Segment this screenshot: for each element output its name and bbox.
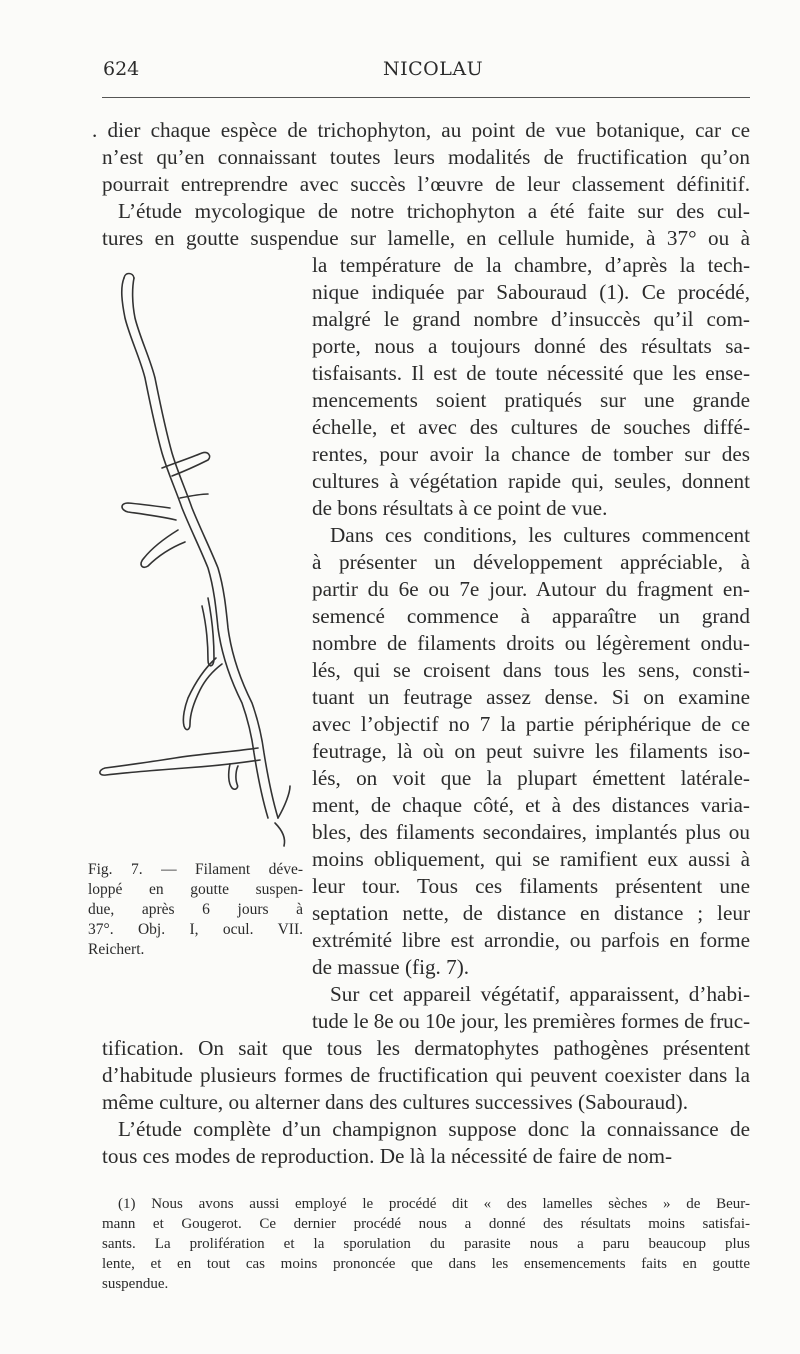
body-line: avec l’objectif no 7 la partie périphérique de ce — [312, 712, 750, 736]
body-line: extrémité libre est arrondie, ou parfois en forme — [312, 928, 750, 952]
body-line: la température de la chambre, d’après la tech- — [312, 253, 750, 277]
footnote-line: mann et Gougerot. Ce dernier procédé nous a donné des résultats moins satisfai- — [102, 1216, 750, 1232]
body-line: tification. On sait que tous les dermatophytes pathogènes présentent — [102, 1036, 750, 1060]
body-line: Dans ces conditions, les cultures commencent — [330, 523, 750, 547]
body-line: feutrage, là où on peut suivre les filaments iso- — [312, 739, 750, 763]
footnote-line: suspendue. — [102, 1276, 169, 1292]
body-line: n’est qu’en connaissant toutes leurs modalités de fructification qu’on — [102, 145, 750, 169]
body-line: ment, de chaque côté, et à des distances varia- — [312, 793, 750, 817]
body-line: pourrait entreprendre avec succès l’œuvre de leur classement définitif. — [102, 172, 750, 196]
body-line: de bons résultats à ce point de vue. — [312, 496, 608, 520]
body-line: d’habitude plusieurs formes de fructification qui peuvent coexister dans la — [102, 1063, 750, 1087]
body-line: à présenter un développement appréciable, à — [312, 550, 750, 574]
body-line: L’étude complète d’un champignon suppose donc la connaissance de — [118, 1117, 750, 1141]
caption-line: Fig. 7. — Filament déve- — [88, 861, 303, 878]
footnote-line: sants. La prolifération et la sporulation du parasite nous a paru beaucoup plus — [102, 1236, 750, 1252]
body-line: Sur cet appareil végétatif, apparaissent, d’habi- — [330, 982, 750, 1006]
caption-line: Reichert. — [88, 941, 145, 958]
caption-line: due, après 6 jours à — [88, 901, 303, 918]
body-line: tisfaisants. Il est de toute nécessité que les ense- — [312, 361, 750, 385]
body-line: rentes, pour avoir la chance de tomber sur des — [312, 442, 750, 466]
body-line: même culture, ou alterner dans des cultures successives (Sabouraud). — [102, 1090, 688, 1114]
body-line: porte, nous a toujours donné des résultats sa- — [312, 334, 750, 358]
footnote-line: lente, et en tout cas moins prononcée que dans les ensemencements faits en goutte — [102, 1256, 750, 1272]
body-line: tous ces modes de reproduction. De là la nécessité de faire de nom- — [102, 1144, 673, 1168]
body-line: nombre de filaments droits ou légèrement ondu- — [312, 631, 750, 655]
body-line: leur tour. Tous ces filaments présentent une — [312, 874, 750, 898]
filament-figure — [90, 258, 320, 848]
body-line: septation nette, de distance en distance ; leur — [312, 901, 750, 925]
body-line: cultures à végétation rapide qui, seules, donnent — [312, 469, 750, 493]
body-line: semencé commence à apparaître un grand — [312, 604, 750, 628]
body-line: échelle, et avec des cultures de souches diffé- — [312, 415, 750, 439]
body-line: de massue (fig. 7). — [312, 955, 470, 979]
running-title: NICOLAU — [383, 58, 484, 80]
body-line: nique indiquée par Sabouraud (1). Ce procédé, — [312, 280, 750, 304]
body-line: bles, des filaments secondaires, implantés plus ou — [312, 820, 750, 844]
body-line: tuant un feutrage assez dense. Si on examine — [312, 685, 750, 709]
body-line: lés, on voit que la plupart émettent latérale- — [312, 766, 750, 790]
body-line: mencements soient pratiqués sur une grande — [312, 388, 750, 412]
body-line: L’étude mycologique de notre trichophyton a été faite sur des cul- — [118, 199, 750, 223]
body-line: malgré le grand nombre d’insuccès qu’il com- — [312, 307, 750, 331]
running-header — [0, 58, 800, 88]
body-line: tures en goutte suspendue sur lamelle, en cellule humide, à 37° ou à — [102, 226, 750, 250]
body-line: partir du 6e ou 7e jour. Autour du fragment en- — [312, 577, 750, 601]
footnote-line: (1) Nous avons aussi employé le procédé dit « des lamelles sèches » de Beur- — [118, 1196, 750, 1212]
page-number: 624 — [103, 58, 140, 80]
caption-line: 37°. Obj. I, ocul. VII. — [88, 921, 303, 938]
body-line: lés, qui se croisent dans tous les sens, consti- — [312, 658, 750, 682]
body-line: moins obliquement, qui se ramifient eux aussi à — [312, 847, 750, 871]
caption-line: loppé en goutte suspen- — [88, 881, 303, 898]
header-rule — [102, 97, 750, 98]
body-line: tude le 8e ou 10e jour, les premières formes de fruc- — [312, 1009, 750, 1033]
body-line: . dier chaque espèce de trichophyton, au point de vue botanique, car ce — [92, 118, 750, 142]
